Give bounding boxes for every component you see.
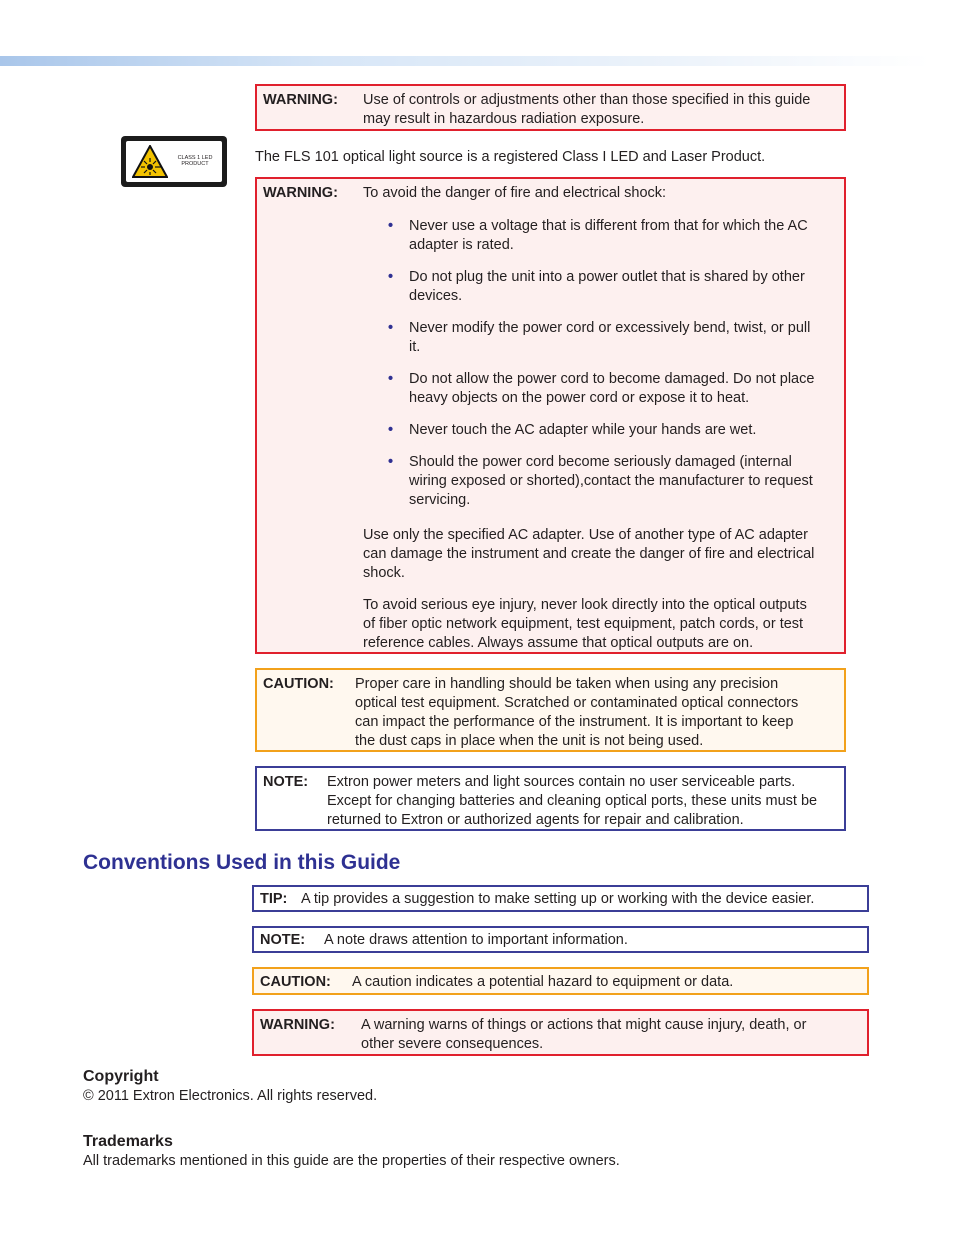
list-item: • Never modify the power cord or excessively bend, twist, or pull it. <box>388 320 811 355</box>
warning-label: WARNING: <box>260 1017 335 1033</box>
tip-label: TIP: <box>260 891 288 907</box>
list-item: • Never touch the AC adapter while your hands are wet. <box>388 422 757 438</box>
section-title-conventions: Conventions Used in this Guide <box>83 851 401 874</box>
laser-product-statement: The FLS 101 optical light source is a registered Class I LED and Laser Product. <box>255 149 766 165</box>
warning-radiation-box <box>255 84 846 131</box>
note-text: A note draws attention to important information. <box>324 932 628 948</box>
warning-example-box <box>252 1009 869 1056</box>
tip-text: A tip provides a suggestion to make setting up or working with the device easier. <box>301 891 815 907</box>
tip-example-box <box>252 885 869 912</box>
caution-text: A caution indicates a potential hazard to equipment or data. <box>352 974 734 990</box>
warning-eye-paragraph: To avoid serious eye injury, never look directly into the optical outputs of fiber optic network equipment, test equipment, patch cords, or test reference cables. Always assume that optical outputs are on. <box>363 597 807 651</box>
trademarks-title: Trademarks <box>83 1133 173 1150</box>
header-gradient-bar <box>0 56 930 66</box>
caution-label: CAUTION: <box>260 974 331 990</box>
list-item: • Never use a voltage that is different from that for which the AC adapter is rated. <box>388 218 808 253</box>
caution-example-box <box>252 967 869 995</box>
note-example-box <box>252 926 869 953</box>
warning-intro: To avoid the danger of fire and electrical shock: <box>363 185 667 201</box>
warning-bullet-list <box>388 217 843 523</box>
laser-hazard-icon <box>132 145 168 178</box>
list-item: • Do not plug the unit into a power outlet that is shared by other devices. <box>388 269 805 304</box>
note-service-box <box>255 766 846 831</box>
caution-label: CAUTION: <box>263 676 334 692</box>
trademarks-text: All trademarks mentioned in this guide are the properties of their respective owners. <box>83 1153 620 1169</box>
warning-text: Use of controls or adjustments other than those specified in this guide may result in hazardous radiation exposure. <box>363 92 811 127</box>
warning-label: WARNING: <box>263 185 338 201</box>
copyright-title: Copyright <box>83 1068 159 1085</box>
caution-text: Proper care in handling should be taken when using any precision optical test equipment. Scratched or contaminated optical connectors can impact the performance of the instrument. It is important to keep the dust caps in place when the unit is not being used. <box>355 676 799 749</box>
note-label: NOTE: <box>263 774 309 790</box>
note-label: NOTE: <box>260 932 306 948</box>
warning-fire-box <box>255 177 846 654</box>
warning-text: A warning warns of things or actions that might cause injury, death, or other severe consequences. <box>361 1017 807 1052</box>
caution-care-box <box>255 668 846 752</box>
list-item: • Should the power cord become seriously damaged (internal wiring exposed or shorted),contact the manufacturer to request servicing. <box>388 454 813 508</box>
warning-label: WARNING: <box>263 92 338 108</box>
note-text: Extron power meters and light sources contain no user serviceable parts. Except for changing batteries and cleaning optical ports, these units must be returned to Extron or authorized agents for repair and calibration. <box>327 774 818 828</box>
warning-adapter-paragraph: Use only the specified AC adapter. Use of another type of AC adapter can damage the instrument and create the danger of fire and electrical shock. <box>363 527 815 581</box>
copyright-text: © 2011 Extron Electronics. All rights reserved. <box>83 1088 378 1104</box>
laser-class-label: CLASS 1 LED PRODUCT <box>121 136 227 187</box>
list-item: • Do not allow the power cord to become damaged. Do not place heavy objects on the power cord or expose it to heat. <box>388 371 815 406</box>
